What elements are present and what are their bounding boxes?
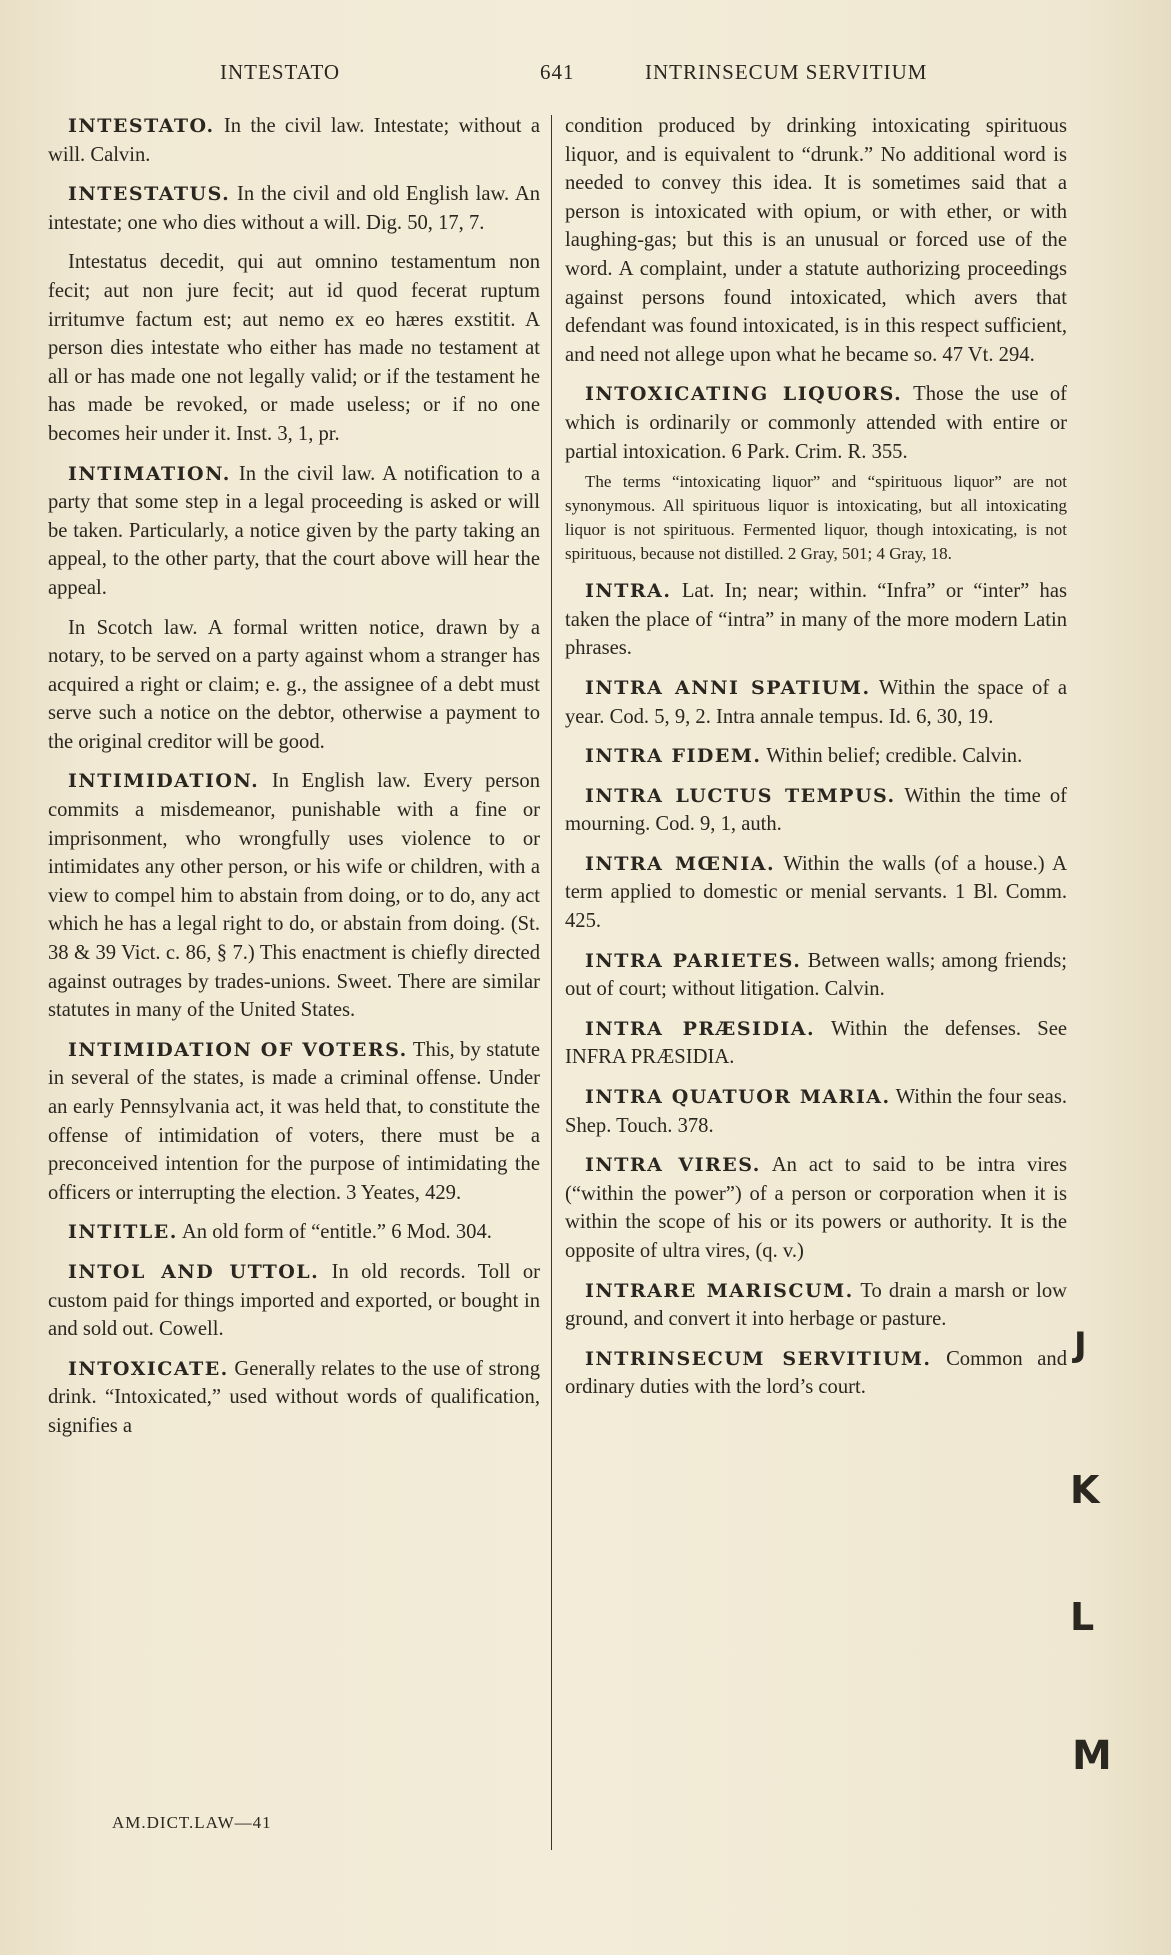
entry-definition: Generally relates to the use of strong drink. “Intoxicated,” used without words of qualification, signifies a	[48, 1357, 540, 1437]
dictionary-entry	[48, 1036, 540, 1208]
entry-definition: Between walls; among friends; out of court; without litigation. Calvin.	[565, 949, 1067, 1001]
running-head-left: INTESTATO	[220, 60, 341, 84]
entry-definition: Within the time of mourning. Cod. 9, 1, auth.	[565, 784, 1067, 836]
entry-headword: INTRINSECUM SERVITIUM.	[585, 1347, 932, 1370]
dictionary-entry	[48, 614, 540, 757]
entry-definition: To drain a marsh or low ground, and convert it into herbage or pasture.	[565, 1279, 1067, 1331]
entry-paragraph	[48, 1036, 540, 1208]
entry-headword: INTOL AND UTTOL.	[68, 1260, 320, 1283]
entry-headword: INTESTATUS.	[68, 183, 231, 206]
dictionary-entry	[48, 112, 540, 169]
dictionary-entry	[48, 1355, 540, 1441]
signature-mark: AM.DICT.LAW—41	[112, 1813, 272, 1832]
entry-paragraph	[565, 1151, 1067, 1265]
entry-paragraph	[565, 1083, 1067, 1140]
column-divider	[551, 115, 552, 1850]
entry-definition: In English law. Every person commits a misdemeanor, punishable with a fine or imprisonment, who wrongfully uses violence to or intimidates any other person, or his wife or children, with a view to compel him to abstain from doing, or to do, any act which he has a legal right to do, or abstain from doing. (St. 38 & 39 Vict. c. 86, § 7.) This enactment is chiefly directed against outrages by trades-unions. Sweet. There are similar statutes in many of the United States.	[48, 770, 540, 1022]
thumb-index-l[interactable]: L	[1070, 1595, 1095, 1639]
entry-paragraph	[565, 1015, 1067, 1072]
dictionary-entry	[48, 248, 540, 448]
dictionary-entry	[48, 767, 540, 1024]
entry-definition: This, by statute in several of the states, is made a criminal offense. Under an early Pennsylvania act, it was held that, to constitute the offense of intimidation of voters, there must be a preconceived intention for the purpose of intimidating the officers or interrupting the election. 3 Yeates, 429.	[48, 1038, 540, 1204]
entry-definition: In the civil law. Intestate; without a will. Calvin.	[48, 115, 540, 166]
entry-paragraph	[565, 782, 1067, 839]
entry-definition: In the civil law. A notification to a party that some step in a legal proceeding is asked or will be taken. Particularly, a notice given by the party taking an appeal, to the other party, that the court above will hear the appeal.	[48, 462, 540, 599]
entry-headword: INTRA VIRES.	[585, 1154, 761, 1177]
dictionary-entry	[565, 782, 1067, 839]
entry-definition: In Scotch law. A formal written notice, drawn by a notary, to be served on a party against whom a stranger has acquired a right or claim; e. g., the assignee of a debt must serve such a notice on the debtor, otherwise a payment to the original creditor will be good.	[48, 616, 540, 753]
entry-paragraph	[565, 577, 1067, 663]
entry-paragraph	[48, 1355, 540, 1441]
entry-definition: Within belief; credible. Calvin.	[761, 745, 1023, 768]
dictionary-entry	[565, 742, 1067, 771]
entry-paragraph	[48, 614, 540, 757]
entry-paragraph	[565, 742, 1067, 771]
left-column	[48, 112, 540, 1452]
running-head	[0, 60, 1171, 90]
entry-definition: An old form of “entitle.” 6 Mod. 304.	[177, 1221, 492, 1244]
dictionary-entry	[565, 577, 1067, 663]
right-column	[565, 112, 1067, 1413]
entry-definition: Within the space of a year. Cod. 5, 9, 2. Intra annale tempus. Id. 6, 30, 19.	[565, 676, 1067, 728]
dictionary-entry	[565, 1083, 1067, 1140]
entry-headword: INTRA ANNI SPATIUM.	[585, 676, 871, 699]
entry-paragraph	[565, 112, 1067, 369]
entry-paragraph	[48, 112, 540, 169]
entry-note: The terms “intoxicating liquor” and “spirituous liquor” are not synonymous. All spirituous liquor is intoxicating, but all intoxicating liquor is not spirituous. Fermented liquor, though intoxicating, is not spirituous, because not distilled. 2 Gray, 501; 4 Gray, 18.	[565, 472, 1067, 564]
entry-headword: INTRA PRÆSIDIA.	[585, 1017, 816, 1040]
dictionary-entry	[48, 460, 540, 603]
entry-paragraph	[565, 674, 1067, 731]
entry-definition: Intestatus decedit, qui aut omnino testamentum non fecit; aut non jure fecit; aut id quod fecerat ruptum irritumve factum est; aut nemo ex eo hæres exstitit. A person dies intestate who either has made no testament at all or has made one not legally valid; or if the testament he has made be revoked, or made useless; or if no one becomes heir under it. Inst. 3, 1, pr.	[48, 251, 540, 445]
entry-definition: condition produced by drinking intoxicating spirituous liquor, and is equivalent to “drunk.” No additional word is needed to convey this idea. It is sometimes said that a person is intoxicated with opium, or with ether, or with laughing-gas; but this is an unusual or forced use of the word. A complaint, under a statute authorizing proceedings against persons found intoxicated, which avers that defendant was found intoxicated, is in this respect sufficient, and need not allege upon what he became so. 47 Vt. 294.	[565, 115, 1067, 366]
entry-paragraph	[48, 1258, 540, 1344]
entry-headword: INTRA QUATUOR MARIA.	[585, 1086, 891, 1109]
entry-definition: Within the walls (of a house.) A term applied to domestic or menial servants. 1 Bl. Comm. 425.	[565, 852, 1068, 933]
dictionary-entry	[48, 1218, 540, 1247]
dictionary-entry	[565, 380, 1067, 566]
entry-headword: INTESTATO.	[68, 115, 215, 137]
dictionary-entry	[565, 1151, 1067, 1265]
entry-paragraph	[565, 850, 1067, 936]
dictionary-entry	[565, 1015, 1067, 1072]
entry-definition: Those the use of which is ordinarily or commonly attended with entire or partial intoxication. 6 Park. Crim. R. 355.	[565, 383, 1067, 463]
entry-definition: Lat. In; near; within. “Infra” or “inter” has taken the place of “intra” in many of the more modern Latin phrases.	[565, 580, 1067, 660]
entry-headword: INTRA.	[585, 580, 672, 603]
entry-headword: INTRA PARIETES.	[585, 949, 802, 972]
entry-definition: In the civil and old English law. An intestate; one who dies without a will. Dig. 50, 17, 7.	[48, 183, 540, 234]
entry-paragraph	[565, 380, 1067, 466]
entry-headword: INTRARE MARISCUM.	[585, 1279, 854, 1302]
entry-paragraph	[48, 460, 540, 603]
entry-headword: INTIMIDATION.	[68, 770, 260, 793]
dictionary-entry	[565, 1277, 1067, 1334]
entry-headword: INTRA LUCTUS TEMPUS.	[585, 784, 896, 807]
entry-paragraph	[565, 947, 1067, 1004]
dictionary-entry	[565, 112, 1067, 369]
entry-paragraph	[48, 1218, 540, 1247]
dictionary-entry	[48, 180, 540, 237]
page-number: 641	[540, 60, 575, 84]
entry-headword: INTRA MŒNIA.	[585, 852, 776, 875]
entry-paragraph	[48, 767, 540, 1024]
entry-definition: Within the four seas. Shep. Touch. 378.	[565, 1086, 1067, 1137]
entry-paragraph	[48, 180, 540, 237]
entry-definition: Within the defenses. See INFRA PRÆSIDIA.	[565, 1017, 1067, 1069]
entry-headword: INTIMATION.	[68, 462, 231, 485]
dictionary-entry	[48, 1258, 540, 1344]
dictionary-entry	[565, 674, 1067, 731]
entry-definition: Common and ordinary duties with the lord’s court.	[565, 1347, 1067, 1399]
entry-paragraph	[565, 1277, 1067, 1334]
entry-definition: An act to said to be intra vires (“within the power”) of a person or corporation when it is within the scope of his or its powers or authority. It is the opposite of ultra vires, (q. v.)	[565, 1154, 1067, 1262]
entry-definition: In old records. Toll or custom paid for things imported and exported, or bought in and sold out. Cowell.	[48, 1260, 540, 1341]
entry-headword: INTOXICATING LIQUORS.	[585, 383, 903, 406]
thumb-index-j[interactable]: J	[1074, 1325, 1087, 1365]
running-head-right: INTRINSECUM SERVITIUM	[645, 60, 928, 84]
thumb-index-k[interactable]: K	[1070, 1468, 1100, 1512]
thumb-index-m[interactable]: M	[1072, 1733, 1112, 1779]
entry-headword: INTIMIDATION OF VOTERS.	[68, 1038, 408, 1061]
dictionary-entry	[565, 1345, 1067, 1402]
entry-headword: INTITLE.	[68, 1221, 178, 1244]
entry-paragraph	[48, 248, 540, 448]
dictionary-entry	[565, 947, 1067, 1004]
entry-headword: INTOXICATE.	[68, 1357, 229, 1380]
entry-paragraph	[565, 1345, 1067, 1402]
dictionary-entry	[565, 850, 1067, 936]
entry-headword: INTRA FIDEM.	[585, 745, 762, 768]
